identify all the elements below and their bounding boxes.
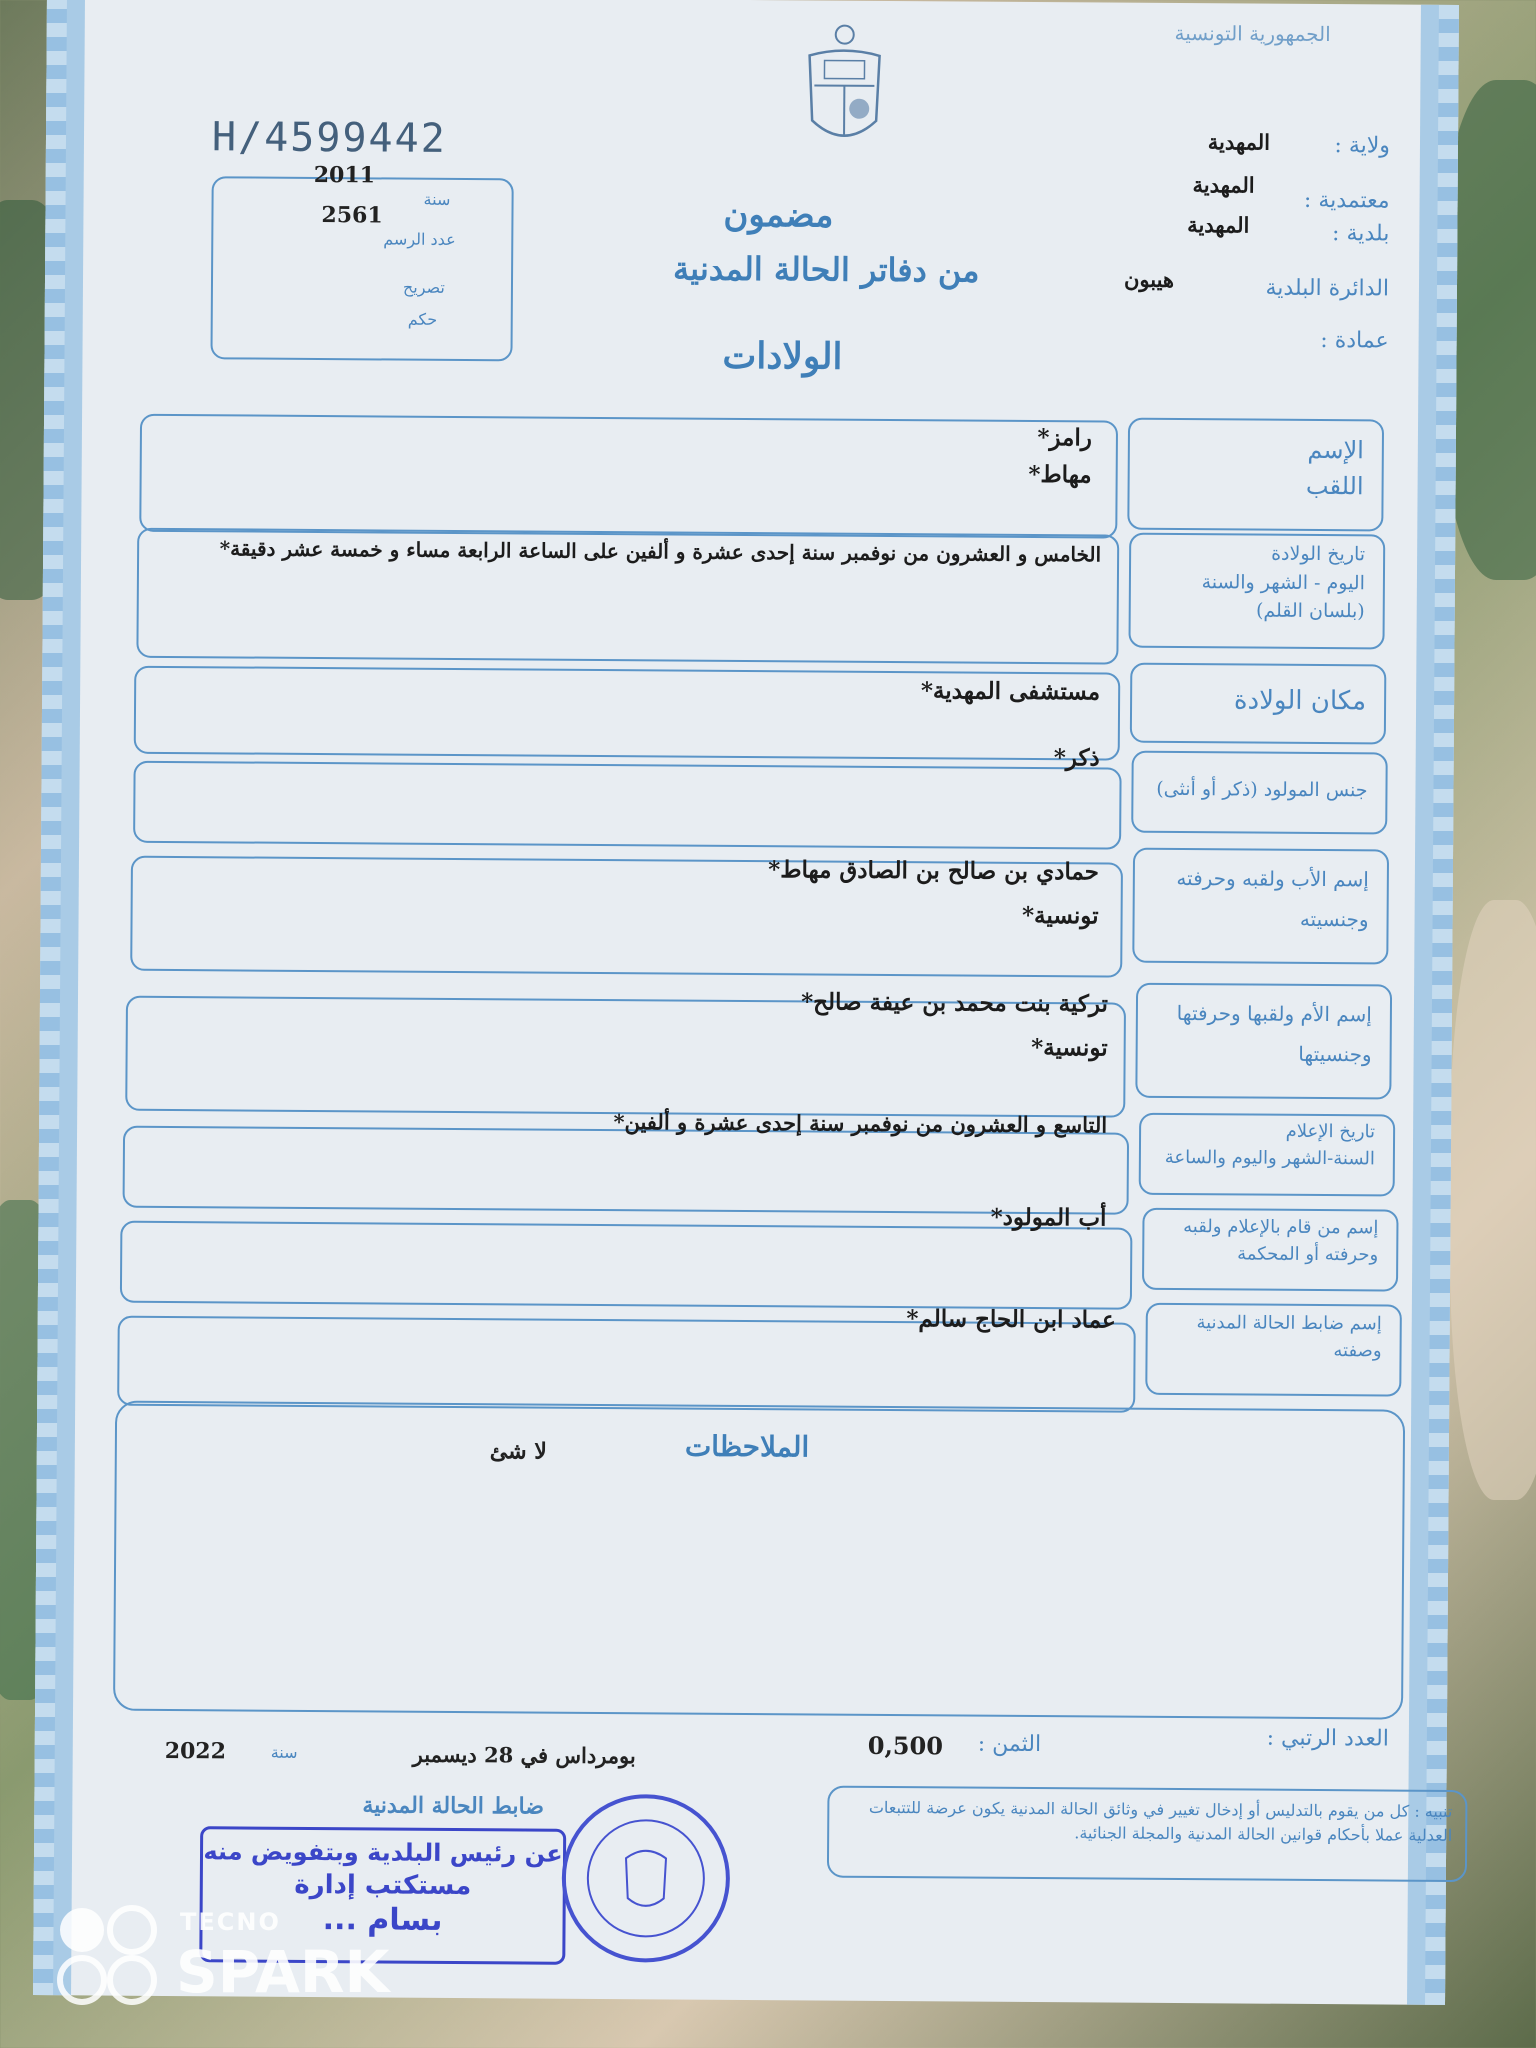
camera-watermark-logo-icon	[52, 1900, 162, 2014]
field-value-birthplace: مستشفى المهدية*	[920, 677, 1101, 706]
stamp-line-3: بسام ...	[322, 1902, 443, 1938]
field-label-officer: إسم ضابط الحالة المدنية وصفته	[1196, 1312, 1382, 1362]
registry-judgment-label: حكم	[407, 309, 438, 329]
price-value: 0,500	[867, 1730, 944, 1761]
field-label-birthplace: مكان الولادة	[1233, 685, 1367, 717]
camera-watermark-model: SPARK	[176, 1938, 390, 2006]
field-value-mother: تركية بنت محمد بن عيفة صالح* تونسية*	[801, 988, 1109, 1062]
field-value-officer: عماد ابن الحاج سالم*	[906, 1305, 1116, 1334]
serial-number: H/4599442	[211, 114, 447, 162]
coat-of-arms-icon	[794, 20, 895, 156]
field-label-father: إسم الأب ولقبه وحرفته وجنسيته	[1176, 866, 1369, 932]
camera-watermark-brand: TECNO	[180, 1908, 281, 1936]
delegation-value: المهدية	[1192, 172, 1255, 198]
year-value: 2022	[164, 1737, 227, 1765]
republic-label: الجمهورية التونسية	[1174, 20, 1331, 47]
place-date: بومرداس في 28 ديسمبر	[412, 1741, 636, 1769]
field-label-sex: جنس المولود (ذكر أو أنثى)	[1156, 777, 1368, 802]
remarks-value: لا شئ	[489, 1438, 547, 1465]
field-value-name: رامز* مهاط*	[1028, 424, 1093, 489]
governorate-value: المهدية	[1207, 129, 1271, 155]
imada-label: عمادة :	[1320, 327, 1389, 354]
field-label-mother: إسم الأم ولقبها وحرفتها وجنسيتها	[1176, 1001, 1372, 1067]
registry-deed-number: 2561	[321, 202, 383, 229]
district-value: هيبون	[1123, 266, 1175, 292]
section-title: الولادات	[722, 334, 843, 378]
field-value-father: حمادي بن صالح بن الصادق مهاط* تونسية*	[768, 856, 1099, 930]
registry-declaration-label: تصريح	[402, 277, 445, 297]
ordinal-number-label: العدد الرتبي :	[1266, 1725, 1389, 1752]
governorate-label: ولاية :	[1334, 133, 1391, 159]
field-label-report-date: تاريخ الإعلام السنة-الشهر واليوم والساعة	[1164, 1120, 1376, 1170]
official-seal-circle	[561, 1794, 730, 1963]
registry-number-label: عدد الرسم	[383, 229, 456, 249]
field-value-birthdate: الخامس و العشرون من نوفمبر سنة إحدى عشرة و ألفين على الساعة الرابعة مساء و خمسة عشر دقيقة*	[219, 536, 1102, 567]
remarks-label: الملاحظات	[684, 1429, 810, 1464]
field-value-report-date: التاسع و العشرون من نوفمبر سنة إحدى عشرة و ألفين*	[613, 1109, 1108, 1138]
district-label: الدائرة البلدية	[1265, 275, 1390, 302]
document-title: مضمون	[723, 194, 834, 236]
field-label-reporter: إسم من قام بالإعلام ولقبه وحرفته أو المحكمة	[1183, 1216, 1379, 1266]
registry-year: 2011	[313, 161, 376, 189]
stamp-line-2: مستكتب إدارة	[294, 1869, 472, 1902]
birth-certificate-document	[33, 0, 1459, 2005]
stamp-line-1: عن رئيس البلدية وبتفويض منه	[203, 1837, 563, 1868]
municipality-label: بلدية :	[1331, 221, 1390, 247]
field-label-birthdate: تاريخ الولادة اليوم - الشهر والسنة (بلسان القلم)	[1201, 542, 1366, 623]
document-subtitle: من دفاتر الحالة المدنية	[672, 249, 980, 290]
delegation-label: معتمدية :	[1303, 187, 1390, 214]
field-value-sex: ذكر*	[1053, 744, 1100, 772]
municipality-value: المهدية	[1187, 212, 1250, 238]
year-label: سنة	[270, 1742, 298, 1762]
field-value-reporter: أب المولود*	[990, 1203, 1107, 1232]
registry-year-label: سنة	[423, 189, 451, 209]
price-label: الثمن :	[977, 1731, 1042, 1758]
officer-signature-label: ضابط الحالة المدنية	[362, 1792, 545, 1820]
notice-text: تنبيه : كل من يقوم بالتدليس أو إدخال تغيير في وثائق الحالة المدنية يكون عرضة للتتبعات العدلية عملا بأحكام قوانين الحالة المدنية والمجلة الجنائية.	[868, 1797, 1453, 1845]
field-label-name: الإسم اللقب	[1305, 435, 1364, 501]
